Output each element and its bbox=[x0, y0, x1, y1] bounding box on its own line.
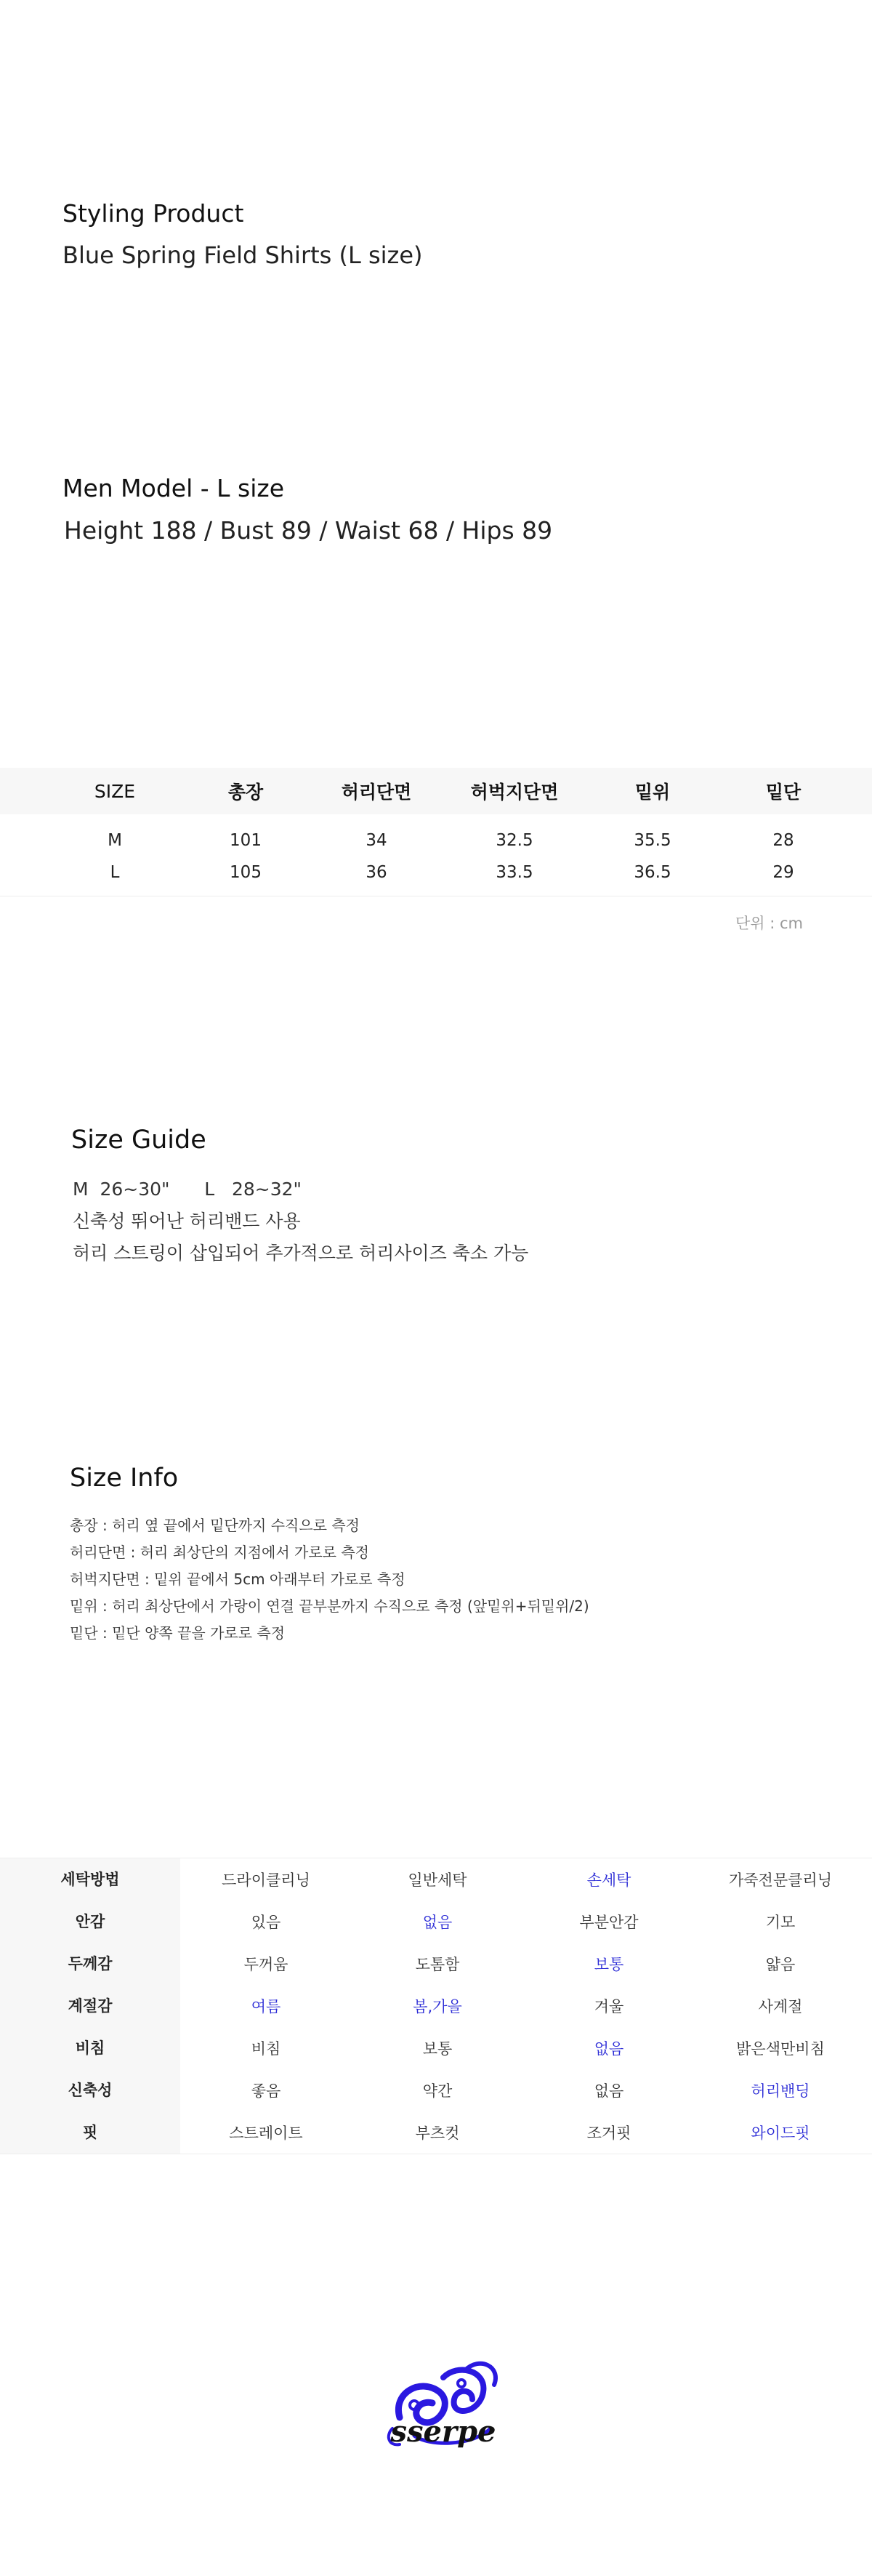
size-info-text bbox=[70, 1512, 589, 1647]
attribute-row bbox=[0, 1901, 872, 1943]
size-info-line: 밑위 : 허리 최상단에서 가랑이 연결 끝부분까지 수직으로 측정 (앞밑위+뒤밑위/2) bbox=[70, 1597, 589, 1615]
attribute-row bbox=[0, 1985, 872, 2027]
size-cell: L bbox=[110, 863, 120, 882]
size-cell: 36.5 bbox=[634, 863, 671, 882]
attribute-option: 보통 bbox=[422, 2040, 453, 2058]
size-cell: 28 bbox=[772, 831, 794, 850]
size-header-waist: 허리단면 bbox=[341, 782, 412, 803]
attribute-option: 두꺼움 bbox=[243, 1956, 288, 1973]
attribute-option: 드라이클리닝 bbox=[222, 1871, 310, 1889]
attribute-label: 핏 bbox=[0, 2111, 180, 2154]
attribute-label: 두께감 bbox=[0, 1943, 180, 1985]
size-cell: 35.5 bbox=[634, 831, 671, 850]
attribute-option: 부츠컷 bbox=[415, 2124, 460, 2142]
attribute-option: 도톰함 bbox=[415, 1956, 460, 1973]
size-cell: 105 bbox=[230, 863, 262, 882]
attribute-option: 있음 bbox=[251, 1914, 281, 1931]
attribute-row bbox=[0, 2111, 872, 2154]
attribute-option: 스트레이트 bbox=[229, 2124, 303, 2142]
attribute-option: 약간 bbox=[422, 2082, 453, 2100]
size-info-line: 밑단 : 밑단 양쪽 끝을 가로로 측정 bbox=[70, 1624, 286, 1642]
size-table-header bbox=[0, 768, 872, 814]
model-label: Men Model - L size bbox=[62, 474, 285, 502]
attribute-option: 없음 bbox=[594, 2082, 624, 2100]
model-measurements: Height 188 / Bust 89 / Waist 68 / Hips 89 bbox=[64, 516, 553, 545]
size-header-thigh: 허벅지단면 bbox=[470, 782, 559, 803]
unit-label: 단위 : cm bbox=[735, 915, 803, 932]
attribute-option: 비침 bbox=[251, 2040, 281, 2058]
attribute-option: 없음 bbox=[422, 1914, 453, 1931]
attribute-row bbox=[0, 1858, 872, 1901]
attribute-option: 밝은색만비침 bbox=[736, 2040, 825, 2058]
size-guide-text bbox=[73, 1173, 528, 1269]
size-cell: 33.5 bbox=[496, 863, 533, 882]
size-info-line: 허리단면 : 허리 최상단의 지점에서 가로로 측정 bbox=[70, 1544, 369, 1561]
size-cell: M bbox=[108, 831, 122, 850]
size-header-hem: 밑단 bbox=[765, 782, 802, 803]
attribute-option: 부분안감 bbox=[579, 1914, 639, 1931]
attribute-label: 신축성 bbox=[0, 2069, 180, 2111]
size-guide-line: 신축성 뛰어난 허리밴드 사용 bbox=[73, 1211, 301, 1232]
attribute-option: 가죽전문클리닝 bbox=[728, 1871, 832, 1889]
size-header-rise: 밑위 bbox=[634, 782, 671, 803]
attribute-label: 계절감 bbox=[0, 1985, 180, 2027]
attribute-option: 일반세탁 bbox=[408, 1871, 467, 1889]
attribute-label: 안감 bbox=[0, 1901, 180, 1943]
attribute-label: 비침 bbox=[0, 2027, 180, 2069]
table-row bbox=[0, 824, 872, 856]
attribute-row bbox=[0, 2069, 872, 2111]
snake-logo-icon bbox=[371, 2348, 516, 2472]
size-info-line: 허벅지단면 : 밑위 끝에서 5cm 아래부터 가로로 측정 bbox=[70, 1570, 405, 1588]
product-attributes-table bbox=[0, 1858, 872, 2154]
attribute-option: 허리밴딩 bbox=[751, 2082, 810, 2100]
attribute-option: 좋음 bbox=[251, 2082, 281, 2100]
attribute-option: 보통 bbox=[594, 1956, 624, 1973]
styling-label: Styling Product bbox=[62, 199, 244, 228]
attribute-row bbox=[0, 1943, 872, 1985]
attribute-option: 와이드핏 bbox=[751, 2124, 810, 2142]
size-header-size: SIZE bbox=[94, 780, 136, 802]
size-cell: 32.5 bbox=[496, 831, 533, 850]
size-guide-line: 허리 스트링이 삽입되어 추가적으로 허리사이즈 축소 가능 bbox=[73, 1243, 529, 1264]
table-row bbox=[0, 856, 872, 888]
size-header-total-length: 총장 bbox=[227, 782, 264, 803]
attribute-row bbox=[0, 2027, 872, 2069]
attribute-option: 여름 bbox=[251, 1998, 281, 2015]
attribute-label: 세탁방법 bbox=[0, 1858, 180, 1901]
size-guide-line: M 26~30" L 28~32" bbox=[73, 1179, 302, 1200]
logo-wordmark: sserpe bbox=[390, 2415, 496, 2449]
size-cell: 101 bbox=[230, 831, 262, 850]
size-table bbox=[0, 768, 872, 896]
attribute-option: 봄,가을 bbox=[413, 1998, 462, 2015]
attribute-option: 없음 bbox=[594, 2040, 624, 2058]
size-guide-title: Size Guide bbox=[71, 1126, 206, 1155]
size-cell: 36 bbox=[366, 863, 387, 882]
attribute-option: 조거핏 bbox=[586, 2124, 631, 2142]
styling-product: Blue Spring Field Shirts (L size) bbox=[62, 241, 423, 269]
size-cell: 34 bbox=[366, 831, 387, 850]
size-info-title: Size Info bbox=[70, 1464, 179, 1493]
attribute-option: 사계절 bbox=[758, 1998, 803, 2015]
attribute-option: 손세탁 bbox=[586, 1871, 631, 1889]
size-cell: 29 bbox=[772, 863, 794, 882]
size-info-line: 총장 : 허리 옆 끝에서 밑단까지 수직으로 측정 bbox=[70, 1517, 360, 1534]
attribute-option: 기모 bbox=[765, 1914, 796, 1931]
attribute-option: 얇음 bbox=[765, 1956, 796, 1973]
attribute-option: 겨울 bbox=[594, 1998, 624, 2015]
brand-logo bbox=[371, 2348, 516, 2472]
